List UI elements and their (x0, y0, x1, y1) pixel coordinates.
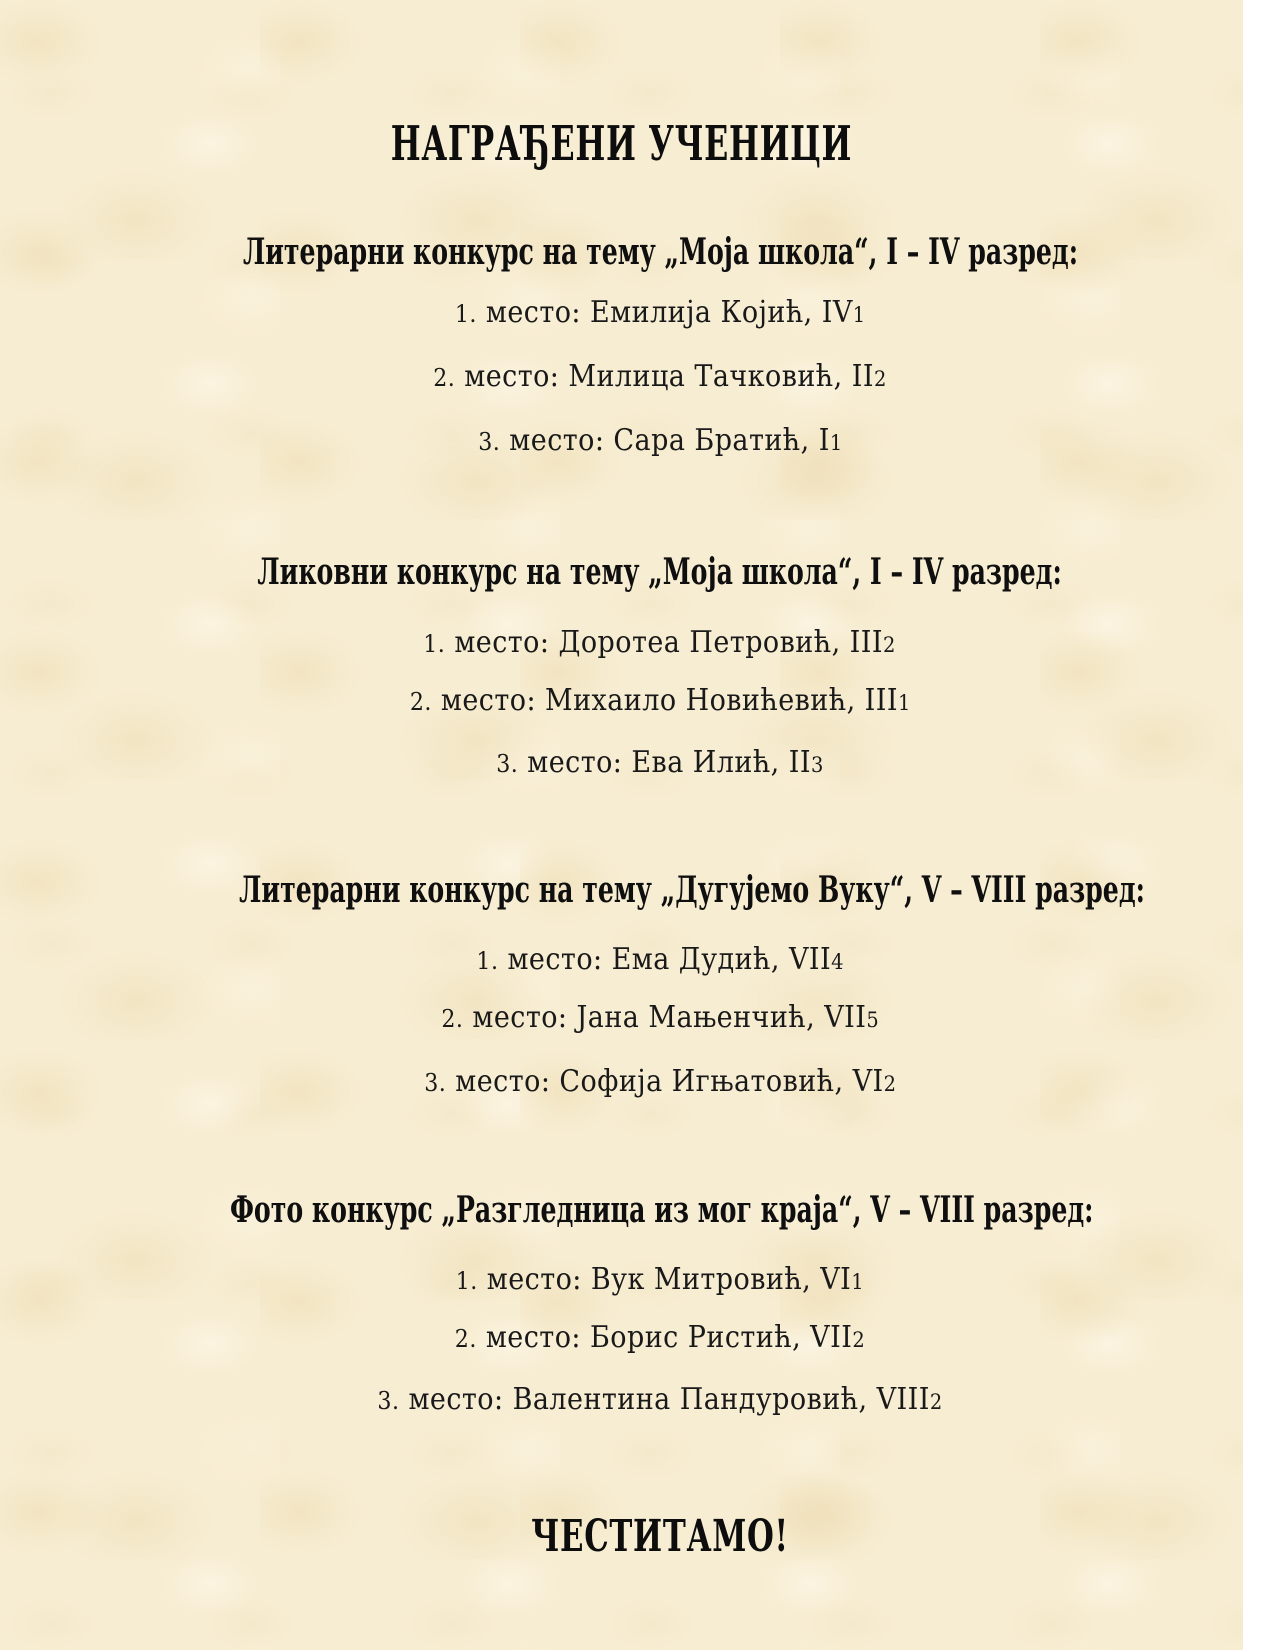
winner-text: место: Емилија Којић, IV (485, 295, 853, 330)
list-item (45, 942, 1275, 977)
winner-text: место: Михаило Новићевић, III (440, 683, 898, 718)
class-number: 1 (897, 691, 911, 716)
list-item (45, 683, 1275, 718)
rank-label: 3. (477, 427, 500, 456)
section-heading-art-1-4: Ликовни конкурс на тему „Моја школа“, I – IV разред: (257, 551, 1063, 593)
list-item (45, 745, 1275, 780)
class-number: 1 (829, 431, 843, 456)
winner-text: место: Вук Митровић, VI (486, 1262, 852, 1297)
rank-label: 3. (496, 749, 519, 778)
section-heading-literary-1-4: Литерарни конкурс на тему „Моја школа“, I – IV разред: (242, 231, 1078, 273)
congratulations-message (45, 1511, 1275, 1562)
class-number: 3 (810, 753, 824, 778)
rank-label: 2. (454, 1324, 477, 1353)
page-title-text: НАГРАЂЕНИ УЧЕНИЦИ (390, 116, 853, 172)
rank-label: 1. (423, 629, 446, 658)
winner-text: место: Валентина Пандуровић, VIII (408, 1382, 930, 1417)
section-heading-photo-5-8: Фото конкурс „Разгледница из мог краја“, V – VIII разред: (230, 1189, 1094, 1231)
rank-label: 1. (476, 946, 499, 975)
page-title (0, 116, 1243, 172)
winner-text: место: Софија Игњатовић, VI (454, 1064, 884, 1099)
list-item (45, 1320, 1275, 1355)
winner-text: место: Јана Мањенчић, VII (472, 1000, 867, 1035)
rank-label: 1. (454, 299, 477, 328)
class-number: 2 (873, 367, 887, 392)
rank-label: 2. (441, 1004, 464, 1033)
class-number: 2 (883, 1072, 897, 1097)
list-item (45, 359, 1275, 394)
winner-text: место: Борис Ристић, VII (485, 1320, 853, 1355)
rank-label: 3. (377, 1386, 400, 1415)
rank-label: 3. (423, 1068, 446, 1097)
class-number: 4 (830, 950, 844, 975)
list-item (45, 625, 1275, 660)
winner-text: место: Доротеа Петровић, III (454, 625, 884, 660)
list-item (45, 1000, 1275, 1035)
class-number: 2 (852, 1328, 866, 1353)
class-number: 2 (883, 633, 897, 658)
list-item (45, 295, 1275, 330)
list-item (45, 423, 1275, 458)
list-item (45, 1064, 1275, 1099)
section-heading-literary-5-8: Литерарни конкурс на тему „Дугујемо Вуку“, V – VIII разред: (239, 869, 1145, 911)
winner-text: место: Ева Илић, II (527, 745, 811, 780)
class-number: 1 (852, 303, 866, 328)
winner-text: место: Ема Дудић, VII (507, 942, 831, 977)
list-item (45, 1262, 1275, 1297)
rank-label: 1. (455, 1266, 478, 1295)
class-number: 5 (866, 1008, 879, 1033)
rank-label: 2. (433, 363, 456, 392)
list-item (45, 1382, 1275, 1417)
winner-text: место: Сара Братић, I (508, 423, 830, 458)
class-number: 1 (851, 1270, 865, 1295)
congratulations-text: ЧЕСТИТАМО! (531, 1511, 789, 1562)
rank-label: 2. (409, 687, 432, 716)
class-number: 2 (929, 1390, 943, 1415)
winner-text: место: Милица Тачковић, II (464, 359, 874, 394)
